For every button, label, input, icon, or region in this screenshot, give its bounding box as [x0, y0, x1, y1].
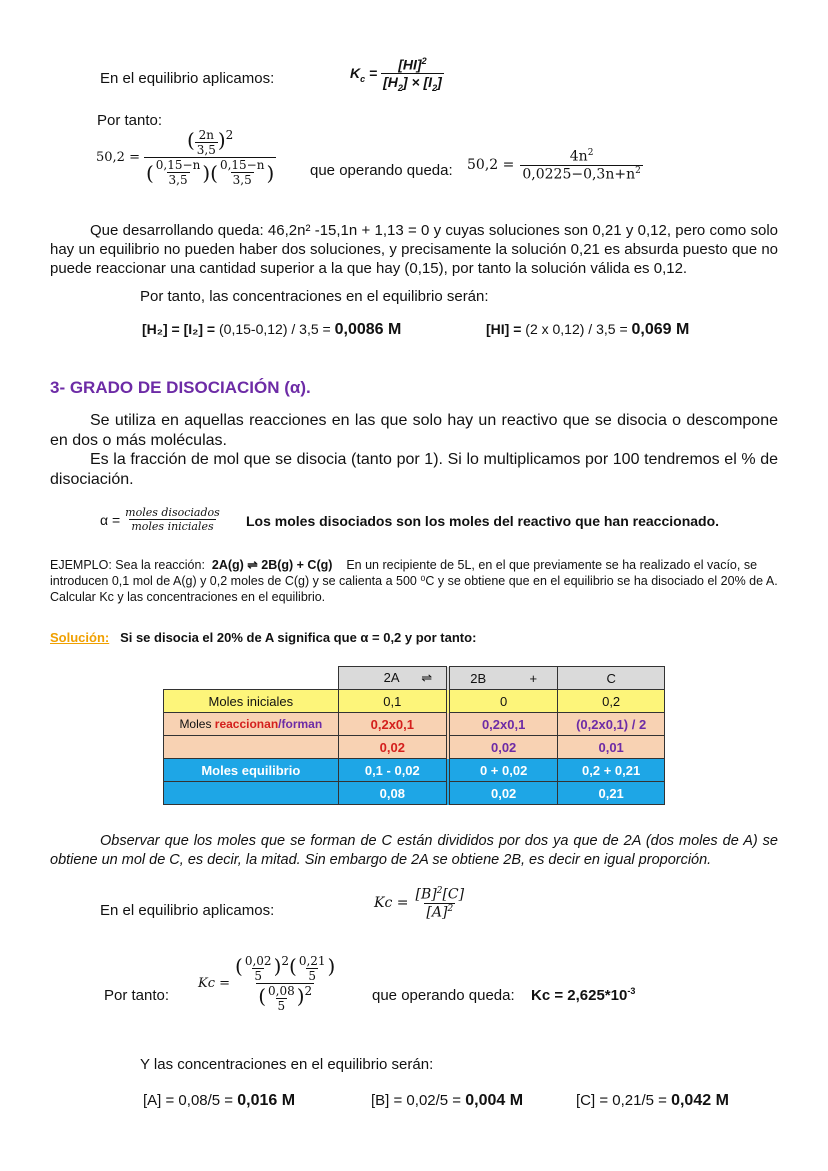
paragraph-1: Se utiliza en aquellas reacciones en las que solo hay un reactivo que se disocia o descompone en dos o más moléculas.	[50, 412, 778, 449]
apply-label-1: En el equilibrio aplicamos:	[100, 70, 275, 87]
por-tanto-1: Por tanto:	[97, 112, 163, 129]
kc-formula-abc: Kc = $\frac{[B]^2[C]}{[A]^2}$	[374, 886, 465, 921]
apply-label-2: En el equilibrio aplicamos:	[100, 902, 275, 919]
conc-hi: [HI] = (2 x 0,12) / 3,5 = 0,069 M	[486, 321, 690, 338]
equation-50-2-b: 50,2 = $\frac{4n^2}{0,0225-0,3n+n^2}$	[467, 148, 641, 183]
kc-result: $Kc = 2,625*10^{-3}$	[531, 986, 636, 1004]
concentraciones-intro-2: Y las concentraciones en el equilibrio serán:	[140, 1056, 434, 1073]
operando-1: que operando queda:	[310, 162, 453, 179]
kc-formula-hi: $K_c$ = $\frac{[HI]^2}{[H_2] \times [I_2]}$	[350, 56, 442, 93]
operando-2: que operando queda:	[372, 987, 515, 1004]
observar-paragraph: Observar que los moles que se forman de C están divididos por dos ya que de 2A (dos moles de A) se obtiene un mol de C, es decir, la mitad. Sin embargo de 2A se obtiene 2B, es decir en igual proporción.	[50, 833, 778, 868]
table-row: 0,08 0,02 0,21	[164, 782, 665, 805]
alpha-formula: α = $\frac{\text{moles disociados}}{\text{moles iniciales}}$	[100, 506, 220, 533]
table-row: Moles equilibrio 0,1 - 0,02 0 + 0,02 0,2 + 0,21	[164, 759, 665, 782]
ejemplo-text: EJEMPLO: Sea la reacción: 2A(g) ⇌ 2B(g) + C(g) En un recipiente de 5L, en el que previamente se ha realizado el vacío, se introducen 0,1 mol de A(g) y 0,2 moles de C(g) y se calienta a 500 ⁰C y se obtiene que en el equilibrio se ha disociado el 20% de A. Calcular Kc y las concentraciones en el equilibrio.	[50, 558, 778, 604]
alpha-note: Los moles disociados son los moles del reactivo que han reaccionado.	[246, 513, 720, 529]
kc-numeric-formula: Kc = ( $\frac{0,02}{5}$ ) 2 ( $\frac{0,21}{5}$ ) ( $\frac{0,08}{5}$ ) 2	[198, 954, 336, 1013]
paragraph-2: Es la fracción de mol que se disocia (tanto por 1). Si lo multiplicamos por 100 tendremos el % de disociación.	[50, 451, 778, 488]
conc-c: [C] = 0,21/5 = 0,042 M	[576, 1092, 729, 1109]
por-tanto-2: Por tanto:	[104, 987, 170, 1004]
desarrollo-paragraph: Que desarrollando queda: 46,2n² -15,1n + 1,13 = 0 y cuyas soluciones son 0,21 y 0,12, pero como solo hay un equilibrio no pueden haber dos soluciones, y precisamente la solución 0,21 es absurda puesto que no puede reaccionar una cantidad superior a la que hay (0,15), por tanto la solución válida es 0,12.	[50, 222, 778, 277]
table-row: Moles iniciales 0,1 0 0,2	[164, 690, 665, 713]
section-heading: 3- GRADO DE DISOCIACIÓN (α).	[50, 378, 311, 397]
table-header-row: 2A ⇌ 2B + C	[164, 667, 665, 690]
table-row: Moles reaccionan/forman 0,2x0,1 0,2x0,1 (0,2x0,1) / 2	[164, 713, 665, 736]
concentraciones-intro-1: Por tanto, las concentraciones en el equilibrio serán:	[140, 288, 489, 305]
conc-b: [B] = 0,02/5 = 0,004 M	[371, 1092, 524, 1109]
conc-h2-i2: [H₂] = [I₂] = (0,15-0,12) / 3,5 = 0,0086 M	[142, 321, 402, 338]
solucion-line: Solución: Si se disocia el 20% de A significa que α = 0,2 y por tanto:	[50, 630, 477, 645]
table-row: 0,02 0,02 0,01	[164, 736, 665, 759]
equation-50-2-a: 50,2 = ( $\frac{2n}{3,5}$ ) 2 ( $\frac{0,15-n}{3,5}$ ) ( $\frac{0,15-n}{3,5}$ )	[96, 128, 275, 187]
conc-a: [A] = 0,08/5 = 0,016 M	[143, 1092, 296, 1109]
equilibrium-table	[163, 666, 665, 805]
solucion-label: Solución:	[50, 630, 110, 645]
